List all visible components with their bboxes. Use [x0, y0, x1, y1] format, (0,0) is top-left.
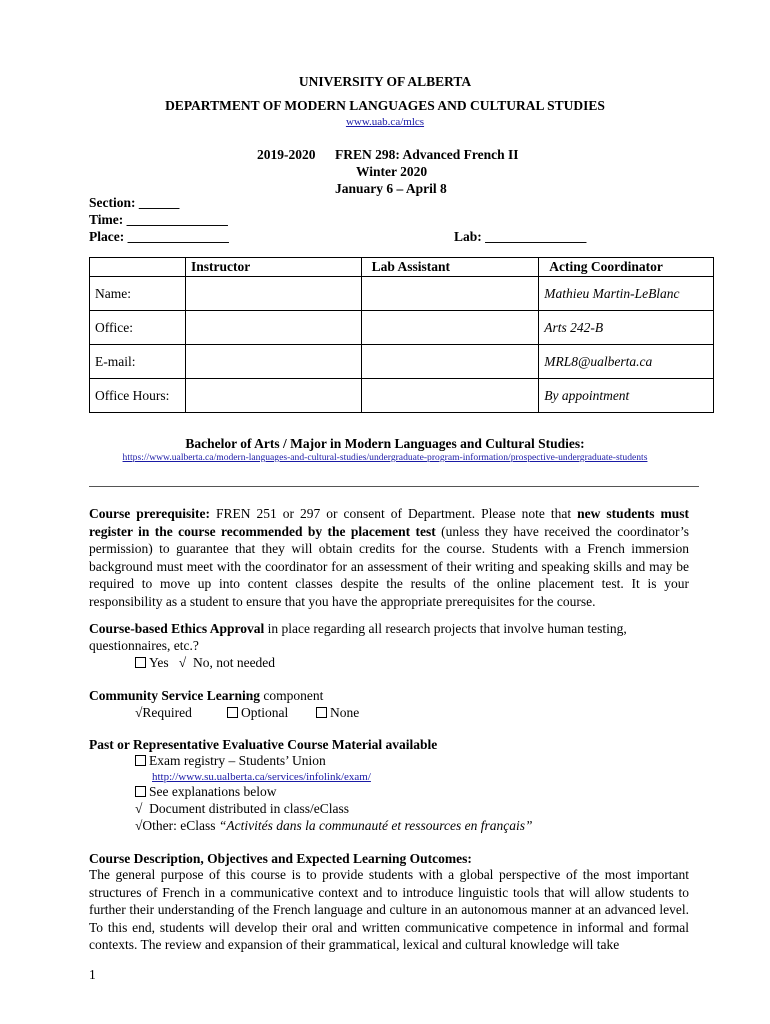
header-cell-blank	[90, 258, 186, 277]
time-field: Time: _______________	[89, 212, 228, 227]
course-title: FREN 298: Advanced French II	[335, 147, 519, 162]
coordinator-cell: By appointment	[539, 379, 714, 413]
checkmark-icon: √	[135, 705, 143, 720]
prerequisite-paragraph: Course prerequisite: FREN 251 or 297 or consent of Department. Please note that new students must register in the course recommended by the placement test (unless they have received the coordinator’s permission) to guarantee that they will obtain credits for the course. Students with a French immersion background must meet with the coordinator for an assessment of their writing and speaking skills and may be required to move up into content classes despite the results of the online placement test. It is your responsibility as a student to ensure that you have the appropriate prerequisites for the course.	[89, 506, 689, 609]
exam-registry-checkbox[interactable]	[135, 755, 146, 766]
header-cell-lab-assistant: Lab Assistant	[361, 258, 539, 277]
table-row	[90, 311, 714, 345]
yes-checkbox[interactable]	[135, 657, 146, 668]
program-link[interactable]: https://www.ualberta.ca/modern-languages-and-cultural-studies/undergraduate-program-information/prospective-undergraduate-students	[122, 452, 648, 463]
page-number: 1	[89, 967, 96, 982]
header-cell-coordinator: Acting Coordinator	[539, 258, 714, 277]
csl-none: None	[316, 704, 359, 721]
program-title: Bachelor of Arts / Major in Modern Languages and Cultural Studies:	[185, 436, 585, 451]
instructor-cell	[185, 277, 361, 311]
row-label: Office Hours:	[90, 379, 186, 413]
university-title: UNIVERSITY OF ALBERTA	[298, 74, 472, 89]
row-label: Name:	[90, 277, 186, 311]
see-explanations-checkbox[interactable]	[135, 786, 146, 797]
instructor-cell	[185, 311, 361, 345]
department-link[interactable]: www.uab.ca/mlcs	[345, 116, 425, 128]
place-field: Place: _______________	[89, 229, 229, 244]
course-term: Winter 2020	[356, 164, 428, 179]
yes-label: Yes	[149, 655, 169, 670]
header-cell-instructor: Instructor	[185, 258, 361, 277]
course-dates: January 6 – April 8	[335, 181, 447, 196]
optional-checkbox[interactable]	[227, 707, 238, 718]
section-divider	[89, 486, 699, 487]
table-header-row	[90, 258, 714, 277]
coordinator-cell: Arts 242-B	[539, 311, 714, 345]
lab-field: Lab: _______________	[454, 229, 587, 244]
lab-assistant-cell	[361, 345, 539, 379]
row-label: E-mail:	[90, 345, 186, 379]
required-label: Required	[142, 705, 192, 720]
none-checkbox[interactable]	[316, 707, 327, 718]
ethics-line-2: questionnaires, etc.?	[89, 638, 199, 653]
exam-registry-link[interactable]: http://www.su.ualberta.ca/services/infolink/exam/	[152, 771, 371, 783]
lab-assistant-cell	[361, 311, 539, 345]
contact-table	[89, 257, 714, 413]
table-row	[90, 277, 714, 311]
table-row	[90, 345, 714, 379]
lab-assistant-cell	[361, 379, 539, 413]
coordinator-cell: MRL8@ualberta.ca	[539, 345, 714, 379]
evaluative-title: Past or Representative Evaluative Course Material available	[89, 737, 438, 752]
checkmark-icon: √	[135, 818, 143, 833]
document-distributed-line: √ Document distributed in class/eClass	[135, 801, 350, 816]
instructor-cell	[185, 345, 361, 379]
ethics-options	[135, 654, 275, 671]
coordinator-cell: Mathieu Martin-LeBlanc	[539, 277, 714, 311]
ethics-line: Course-based Ethics Approval in place regarding all research projects that involve human testing,	[89, 621, 627, 636]
other-line: √Other: eClass “Activités dans la communauté et ressources en français”	[135, 818, 533, 833]
description-title: Course Description, Objectives and Expected Learning Outcomes:	[89, 851, 472, 866]
table-row	[90, 379, 714, 413]
academic-year: 2019-2020	[257, 147, 316, 162]
checkmark-icon: √	[135, 801, 143, 816]
row-label: Office:	[90, 311, 186, 345]
checkmark-icon: √	[178, 655, 187, 670]
section-field: Section: ______	[89, 195, 180, 210]
lab-assistant-cell	[361, 277, 539, 311]
see-explanations-line: See explanations below	[135, 783, 276, 800]
csl-options	[135, 704, 192, 721]
exam-registry-line: Exam registry – Students’ Union	[135, 752, 326, 769]
department-title: DEPARTMENT OF MODERN LANGUAGES AND CULTURAL STUDIES	[165, 98, 605, 113]
instructor-cell	[185, 379, 361, 413]
csl-optional: Optional	[227, 704, 288, 721]
csl-line: Community Service Learning component	[89, 688, 324, 703]
no-label: No, not needed	[192, 655, 276, 670]
description-paragraph: The general purpose of this course is to provide students with a global perspective of the most important structures of French in a communicative context and to introduce linguistic tools that will allow students to further their understanding of the French language and culture in an autonomous manner at an advanced level. To this end, students will develop their oral and written communicative competence in informal and formal contexts. The review and expansion of their grammatical, lexical and cultural knowledge will take	[89, 867, 689, 952]
